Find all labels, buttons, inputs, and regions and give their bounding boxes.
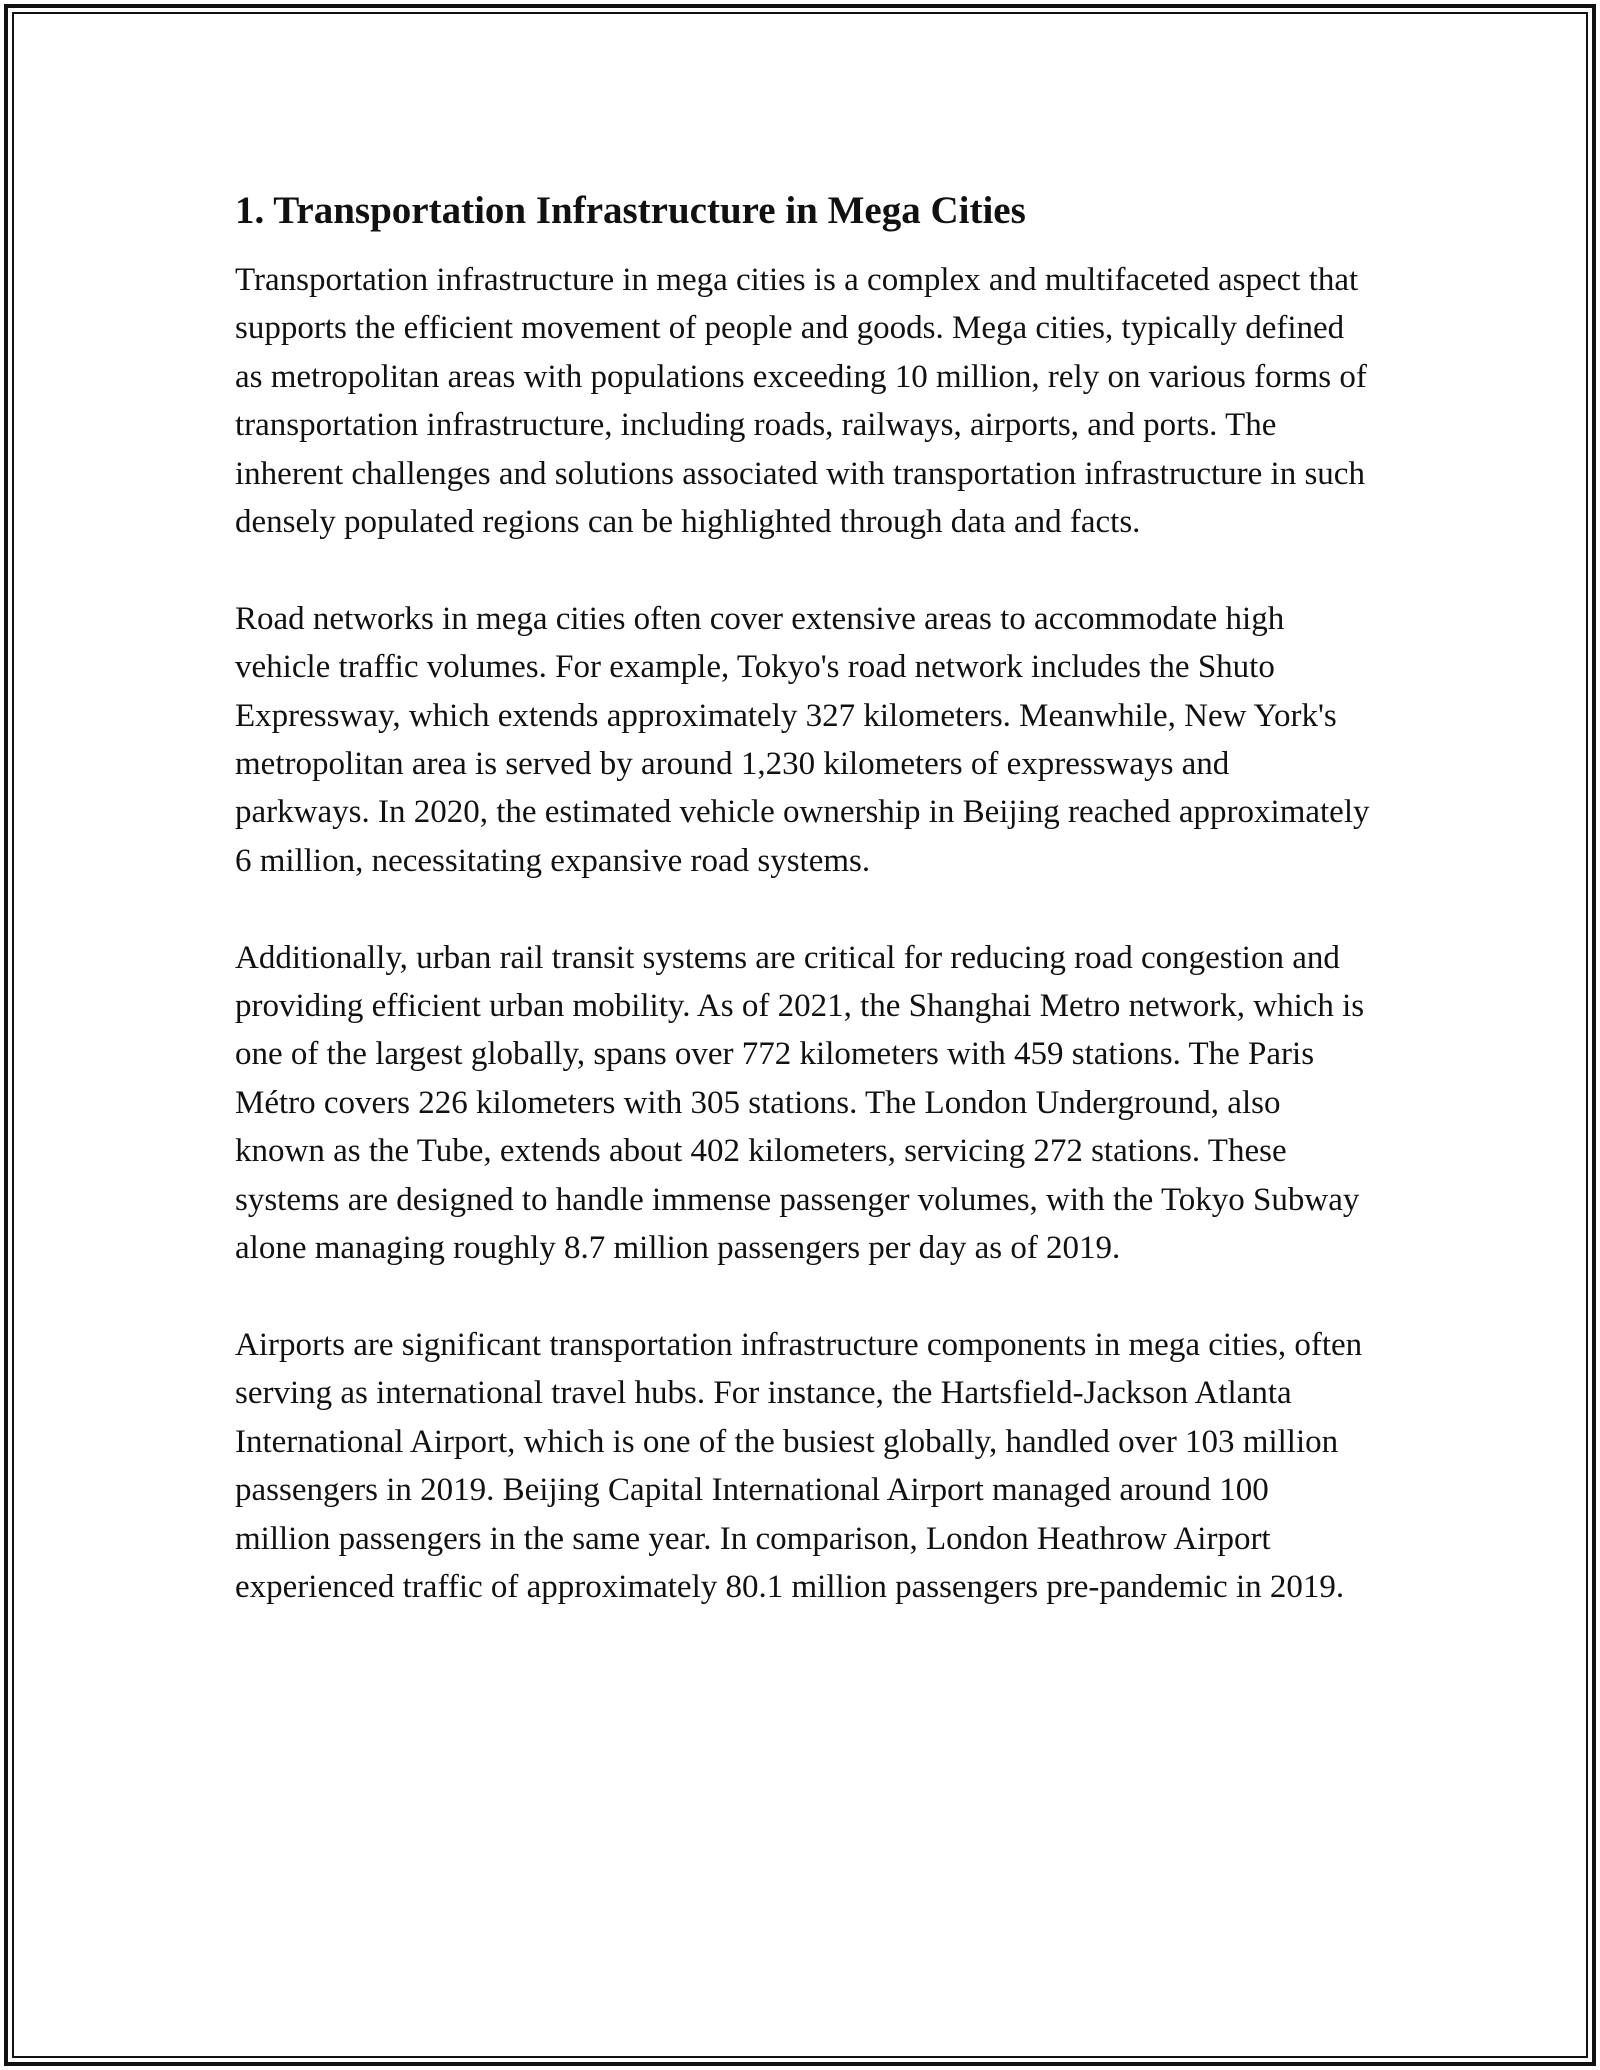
paragraph-rail-transit: Additionally, urban rail transit systems are critical for reducing road congestion and providing efficient urban mobility. As of 2021, the Shanghai Metro network, which is one of the largest globally, spans over 772 kilometers with 459 stations. The Paris Métro covers 226 kilometers with 305 stations. The London Underground, also known as the Tube, extends about 402 kilometers, servicing 272 stations. These systems are designed to handle immense passenger volumes, with the Tokyo Subway alone managing roughly 8.7 million passengers per day as of 2019.: [235, 939, 1365, 1267]
paragraph-road-networks: Road networks in mega cities often cover extensive areas to accommodate high vehicle traffic volumes. For example, Tokyo's road network includes the Shuto Expressway, which extends approximately 327 kilometers. Meanwhile, New York's metropolitan area is served by around 1,230 kilometers of expressways and parkways. In 2020, the estimated vehicle ownership in Beijing reached approximately 6 million, necessitating expansive road systems.: [235, 600, 1370, 879]
paragraph-intro: Transportation infrastructure in mega cities is a complex and multifaceted aspect that supports the efficient movement of people and goods. Mega cities, typically defined as metropolitan areas with populations exceeding 10 million, rely on various forms of transportation infrastructure, including roads, railways, airports, and ports. The inherent challenges and solutions associated with transportation infrastructure in such densely populated regions can be highlighted through data and facts.: [235, 262, 1367, 541]
section-heading: 1. Transportation Infrastructure in Mega Cities: [235, 189, 1026, 232]
paragraph-airports: Airports are significant transportation infrastructure components in mega cities, often serving as international travel hubs. For instance, the Hartsfield-Jackson Atlanta International Airport, which is one of the busiest globally, handled over 103 million passengers in 2019. Beijing Capital International Airport managed around 100 million passengers in the same year. In comparison, London Heathrow Airport experienced traffic of approximately 80.1 million passengers pre-pandemic in 2019.: [235, 1326, 1363, 1605]
document-body: [235, 186, 1370, 1660]
